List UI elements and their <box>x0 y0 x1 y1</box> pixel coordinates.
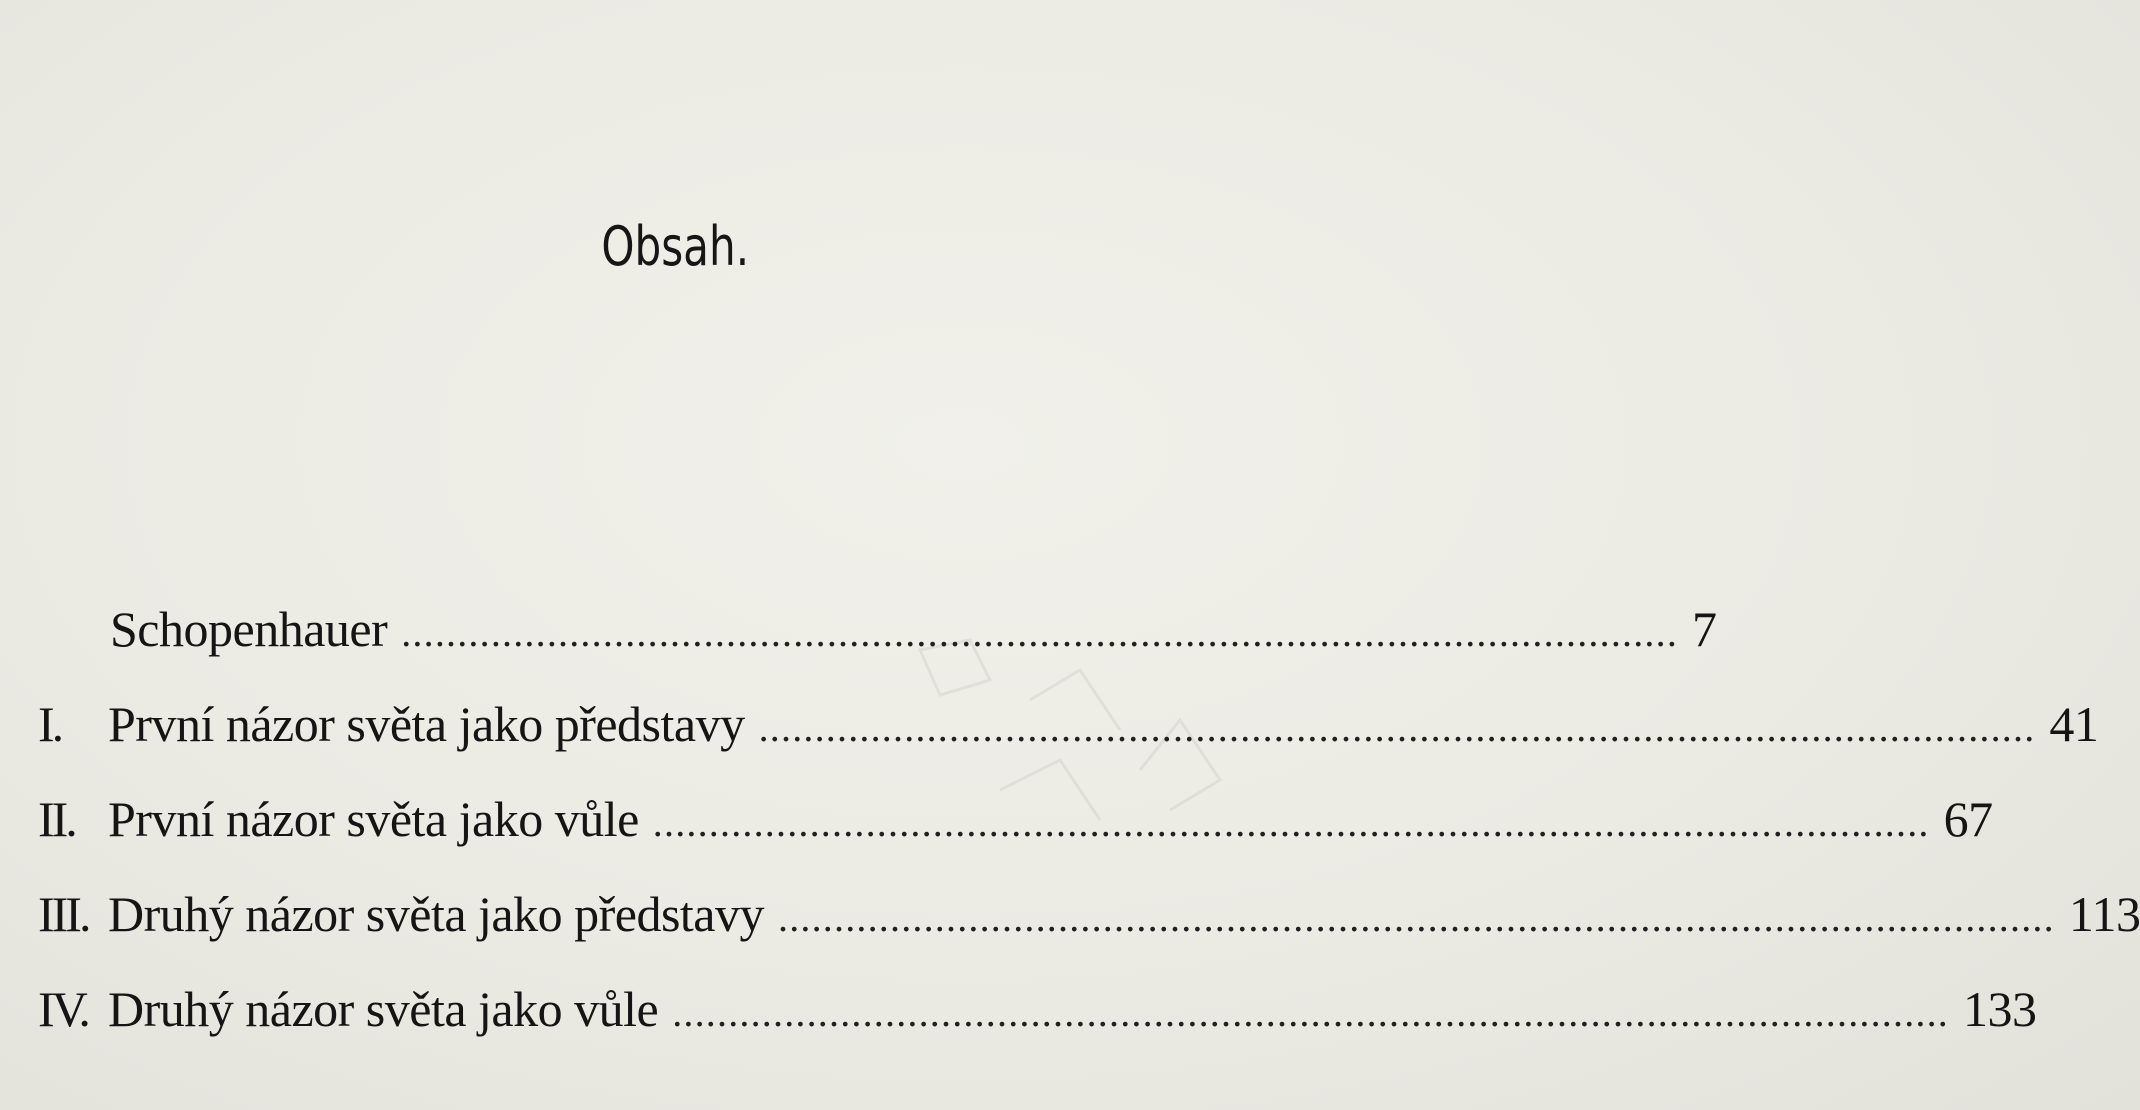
table-of-contents <box>38 600 2140 1075</box>
toc-entry-page: 113 <box>2068 886 2140 942</box>
toc-entry-numeral: IV. <box>38 981 88 1037</box>
toc-dot-leader: .................................................................................................................. <box>672 990 1950 1035</box>
toc-entry-numeral: I. <box>38 696 62 752</box>
toc-entry-label: Schopenhauer <box>110 601 388 657</box>
toc-entry-page: 41 <box>2049 696 2099 752</box>
toc-entry-label: První názor světa jako vůle <box>108 791 639 847</box>
toc-entry-page: 7 <box>1692 601 1717 657</box>
toc-entry-label: Druhý názor světa jako vůle <box>108 981 659 1037</box>
toc-entry[interactable] <box>38 980 2037 1075</box>
toc-dot-leader: .................................................................................................................. <box>758 705 2036 750</box>
toc-entry[interactable] <box>38 695 2099 790</box>
toc-entry-numeral: II. <box>38 791 75 847</box>
toc-dot-leader: .................................................................................................................. <box>652 800 1930 845</box>
toc-entry-page: 133 <box>1963 981 2037 1037</box>
toc-entry[interactable] <box>38 600 1717 695</box>
toc-dot-leader: .................................................................................................................. <box>401 610 1679 655</box>
toc-entry[interactable] <box>38 790 1993 885</box>
toc-dot-leader: .................................................................................................................. <box>778 895 2055 940</box>
toc-entry[interactable] <box>38 885 2140 980</box>
toc-entry-label: Druhý názor světa jako představy <box>108 886 764 942</box>
toc-entry-label: První názor světa jako představy <box>108 696 745 752</box>
toc-entry-numeral: III. <box>38 886 89 942</box>
toc-entry-page: 67 <box>1943 791 1993 847</box>
page-title: Obsah. <box>601 215 750 278</box>
